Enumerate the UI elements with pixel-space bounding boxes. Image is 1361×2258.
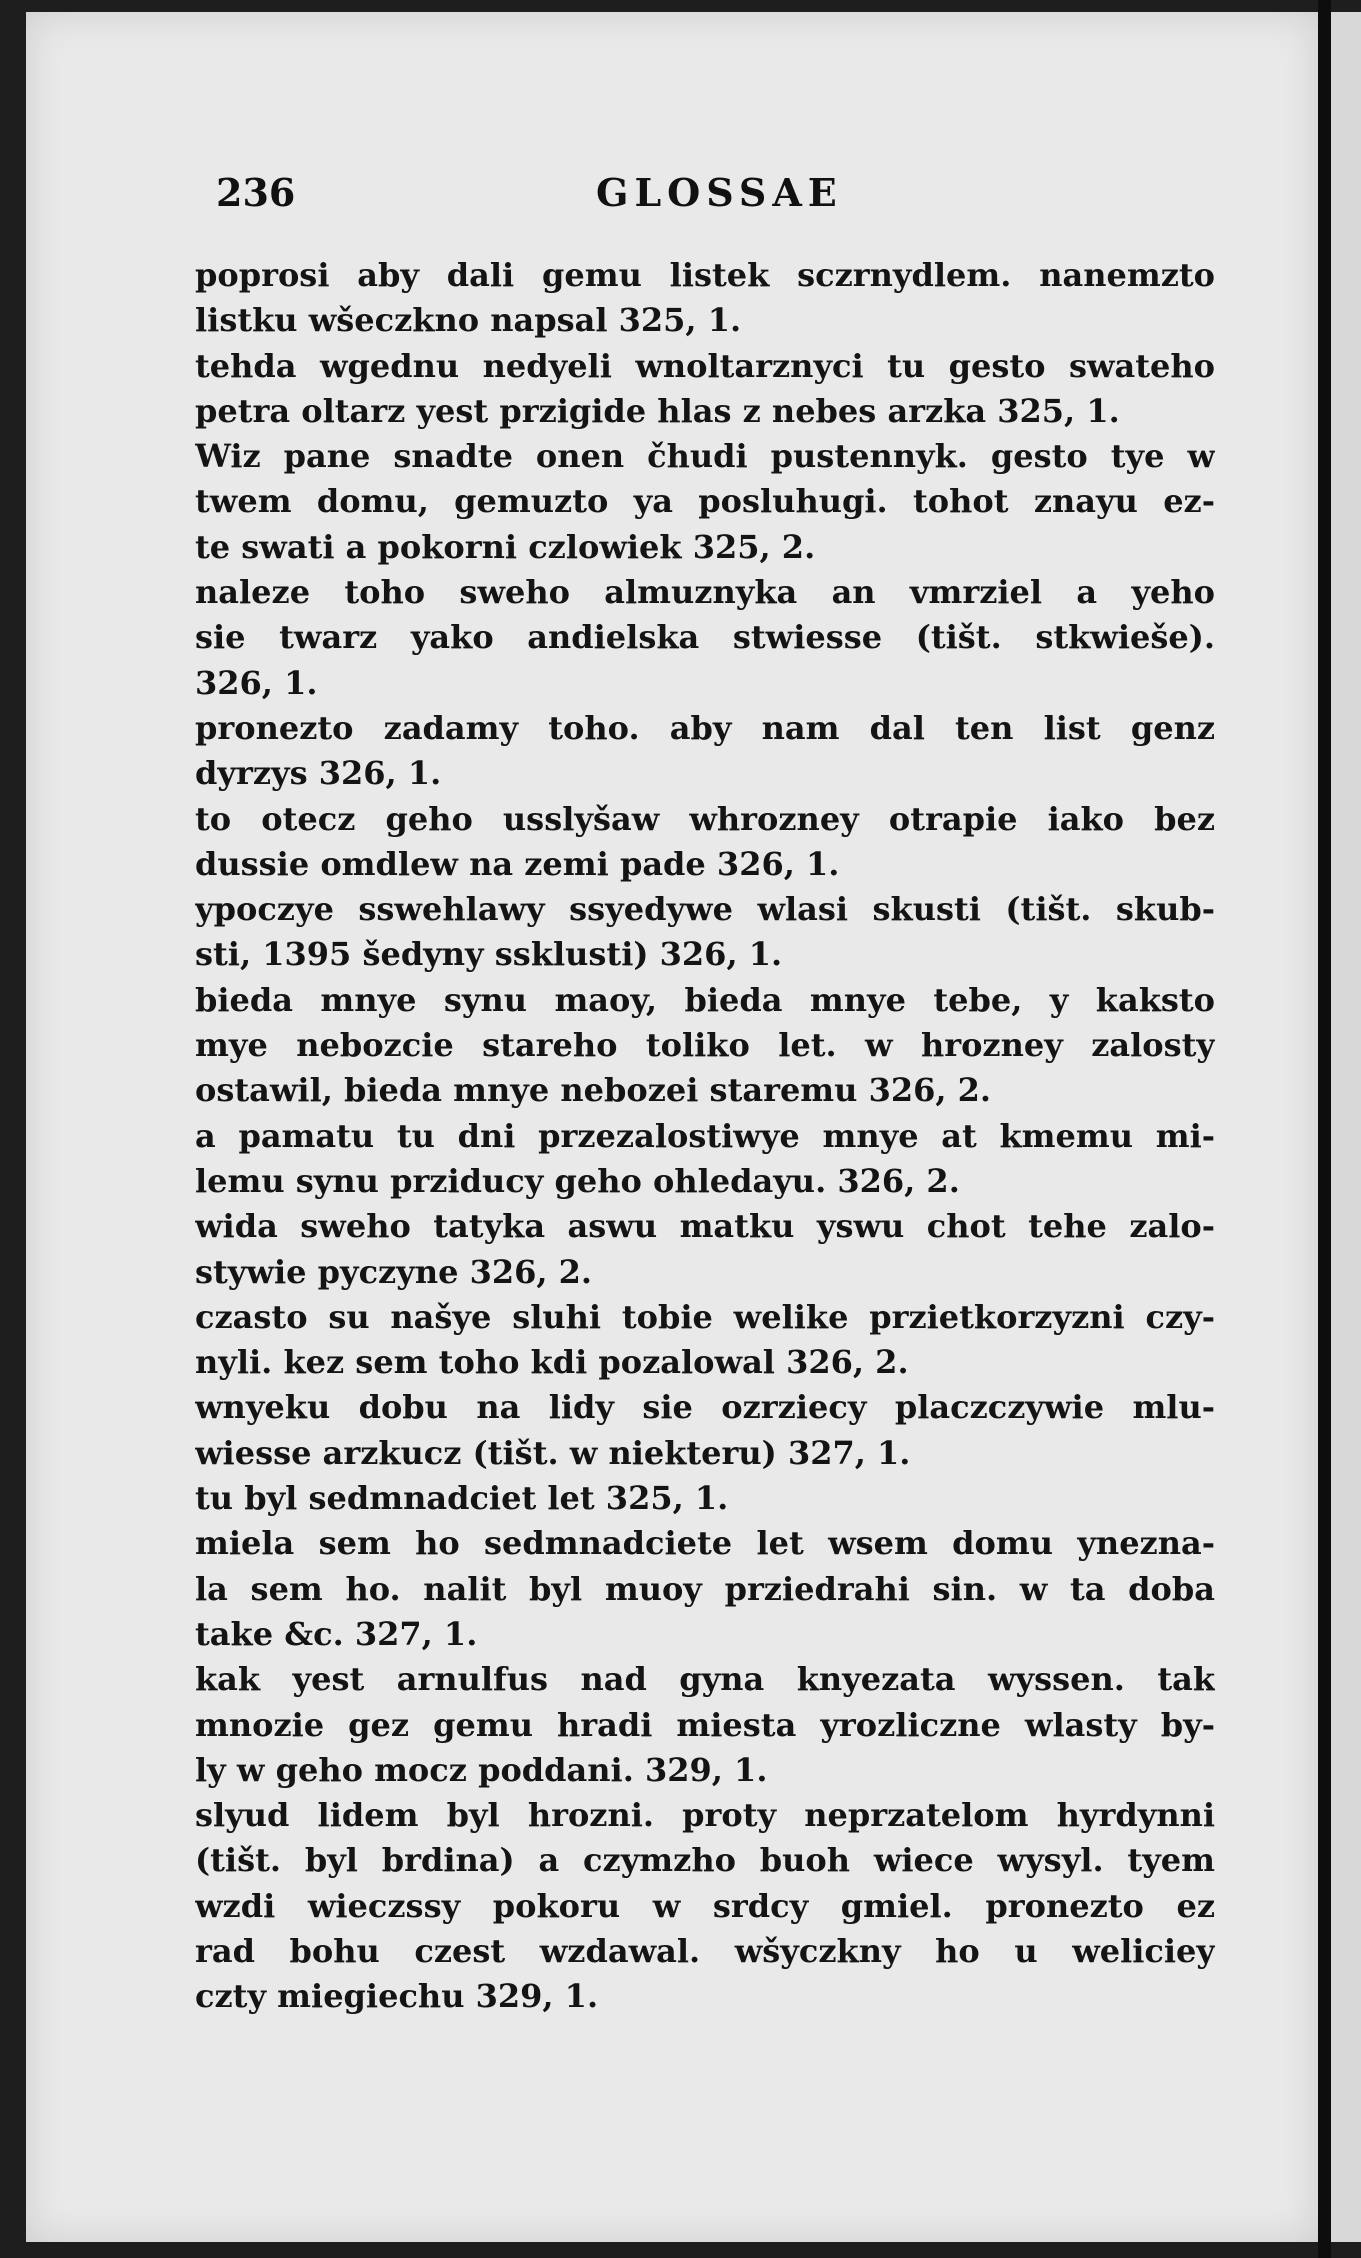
adjacent-page-edge bbox=[1331, 12, 1361, 2242]
text-line: 326, 1. bbox=[195, 663, 318, 702]
text-line: ypoczye sswehlawy ssyedywe wlasi skusti (tišt. skub- bbox=[195, 890, 1215, 929]
text-line: la sem ho. nalit byl muoy prziedrahi sin. w ta doba bbox=[195, 1569, 1215, 1608]
text-line: sti, 1395 šedyny ssklusti) 326, 1. bbox=[195, 935, 783, 974]
text-line: tehda wgednu nedyeli wnoltarznyci tu gesto swateho bbox=[195, 346, 1215, 385]
text-line: mye nebozcie stareho toliko let. w hrozney zalosty bbox=[195, 1026, 1215, 1065]
text-line: czty miegiechu 329, 1. bbox=[195, 1977, 599, 2016]
page-number: 236 bbox=[216, 170, 296, 215]
text-line: wnyeku dobu na lidy sie ozrziecy placzczywie mlu- bbox=[195, 1388, 1215, 1427]
text-line: to otecz geho usslyšaw whrozney otrapie iako bez bbox=[195, 799, 1215, 838]
text-line: ly w geho mocz poddani. 329, 1. bbox=[195, 1750, 768, 1789]
text-line: bieda mnye synu maoy, bieda mnye tebe, y kaksto bbox=[195, 980, 1215, 1019]
text-line: Wiz pane snadte onen čhudi pustennyk. gesto tye w bbox=[195, 437, 1215, 476]
text-line: wiesse arzkucz (tišt. w niekteru) 327, 1. bbox=[195, 1433, 911, 1472]
text-line: dussie omdlew na zemi pade 326, 1. bbox=[195, 844, 840, 883]
glossary-text bbox=[195, 253, 1215, 2020]
text-line: sie twarz yako andielska stwiesse (tišt. stkwieše). bbox=[195, 618, 1215, 657]
running-title: GLOSSAE bbox=[596, 170, 843, 215]
text-line: rad bohu czest wzdawal. wšyczkny ho u weliciey bbox=[195, 1931, 1215, 1970]
text-line: petra oltarz yest przigide hlas z nebes arzka 325, 1. bbox=[195, 391, 1120, 430]
text-line: mnozie gez gemu hradi miesta yrozliczne wlasty by- bbox=[195, 1705, 1215, 1744]
text-line: pronezto zadamy toho. aby nam dal ten list genz bbox=[195, 708, 1215, 747]
text-line: listku wšeczkno napsal 325, 1. bbox=[195, 301, 742, 340]
text-line: a pamatu tu dni przezalostiwye mnye at kmemu mi- bbox=[195, 1116, 1215, 1155]
text-line: poprosi aby dali gemu listek sczrnydlem. nanemzto bbox=[195, 256, 1215, 294]
text-line: miela sem ho sedmnadciete let wsem domu ynezna- bbox=[195, 1524, 1215, 1563]
text-line: nyli. kez sem toho kdi pozalowal 326, 2. bbox=[195, 1343, 909, 1382]
text-line: kak yest arnulfus nad gyna knyezata wyssen. tak bbox=[195, 1660, 1215, 1699]
text-line: wzdi wieczssy pokoru w srdcy gmiel. pronezto ez bbox=[195, 1886, 1215, 1925]
page-header bbox=[196, 162, 1246, 222]
text-line: take &c. 327, 1. bbox=[195, 1614, 478, 1653]
text-line: dyrzys 326, 1. bbox=[195, 754, 442, 793]
page-gutter bbox=[1318, 0, 1331, 2258]
text-line: lemu synu prziducy geho ohledayu. 326, 2. bbox=[195, 1161, 960, 1200]
text-line: czasto su našye sluhi tobie welike przietkorzyzni czy- bbox=[195, 1297, 1215, 1336]
text-line: twem domu, gemuzto ya posluhugi. tohot znayu ez- bbox=[195, 482, 1215, 521]
text-line: wida sweho tatyka aswu matku yswu chot tehe zalo- bbox=[195, 1207, 1215, 1246]
text-line: stywie pyczyne 326, 2. bbox=[195, 1252, 593, 1291]
text-line: te swati a pokorni czlowiek 325, 2. bbox=[195, 527, 816, 566]
text-line: (tišt. byl brdina) a czymzho buoh wiece wysyl. tyem bbox=[195, 1841, 1215, 1880]
text-line: ostawil, bieda mnye nebozei staremu 326, 2. bbox=[195, 1071, 992, 1110]
text-line: tu byl sedmnadciet let 325, 1. bbox=[195, 1479, 729, 1518]
text-line: slyud lidem byl hrozni. proty neprzatelom hyrdynni bbox=[195, 1796, 1215, 1835]
text-line: naleze toho sweho almuznyka an vmrziel a yeho bbox=[195, 573, 1215, 612]
